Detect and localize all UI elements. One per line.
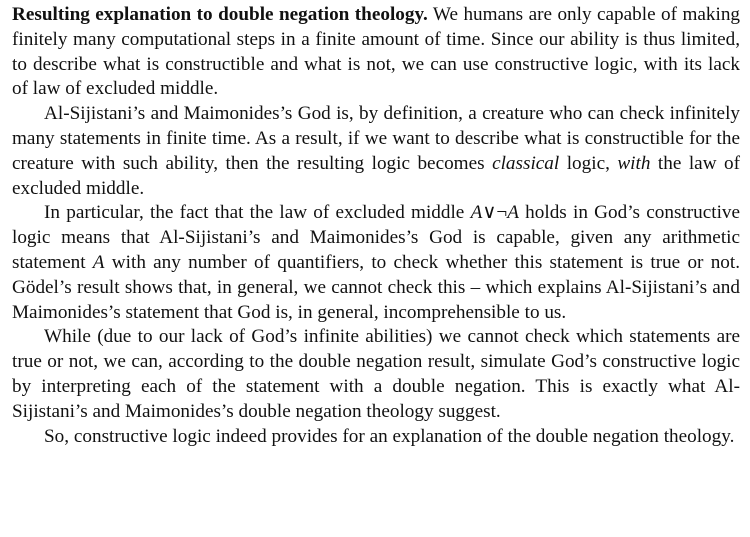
paragraph-3-text-a: In particular, the fact that the law of excluded middle	[44, 202, 465, 224]
statement-variable: A	[92, 251, 105, 273]
paragraph-2	[12, 102, 740, 201]
paragraph-2-text-b: logic,	[566, 152, 610, 174]
formula-var-a: A	[470, 202, 483, 224]
paragraph-1-text: We humans are only capable of making finitely many computational steps in a finite amount of time. Since our ability is thus limited, to describe what is constructible and what is not, we can use constructive logic, with its lack of law of excluded middle.	[12, 4, 741, 100]
formula-var-b: A	[507, 202, 519, 224]
paragraph-1	[12, 3, 740, 102]
formula-operator: ∨¬	[482, 202, 508, 224]
paragraph-3	[12, 201, 740, 325]
paragraph-4-text: While (due to our lack of God’s infinite abilities) we cannot check which statements are true or not, we can, according to the double negation result, simulate God’s constructive logic by interpreting each of the statement with a double negation. This is exactly what Al-Sijistani’s and Maimonides’s double negation theology suggest.	[12, 326, 740, 422]
section-heading: Resulting explanation to double negation theology.	[12, 4, 428, 25]
emphasis-with: with	[617, 152, 651, 174]
paragraph-4	[12, 325, 740, 424]
paragraph-2-text-c: the law of excluded middle.	[12, 152, 741, 199]
paragraph-5-text: So, constructive logic indeed provides for an explanation of the double negation theology.	[44, 425, 735, 447]
paragraph-3-text-c: with any number of quantifiers, to check whether this statement is true or not. Gödel’s result shows that, in general, we cannot check this – which explains Al-Sijistani’s and Maimonides’s statement that God is, in general, incomprehensible to us.	[12, 251, 741, 323]
paragraph-2-text-a: Al-Sijistani’s and Maimonides’s God is, by definition, a creature who can check infinitely many statements in finite time. As a result, if we want to describe what is constructible for the creature with such ability, then the resulting logic becomes	[12, 103, 740, 174]
emphasis-classical: classical	[492, 152, 560, 174]
paragraph-3-text-b: holds in God’s constructive logic means that Al-Sijistani’s and Maimonides’s God is capable, given any arithmetic statement	[12, 202, 741, 273]
paragraph-5	[12, 425, 740, 450]
